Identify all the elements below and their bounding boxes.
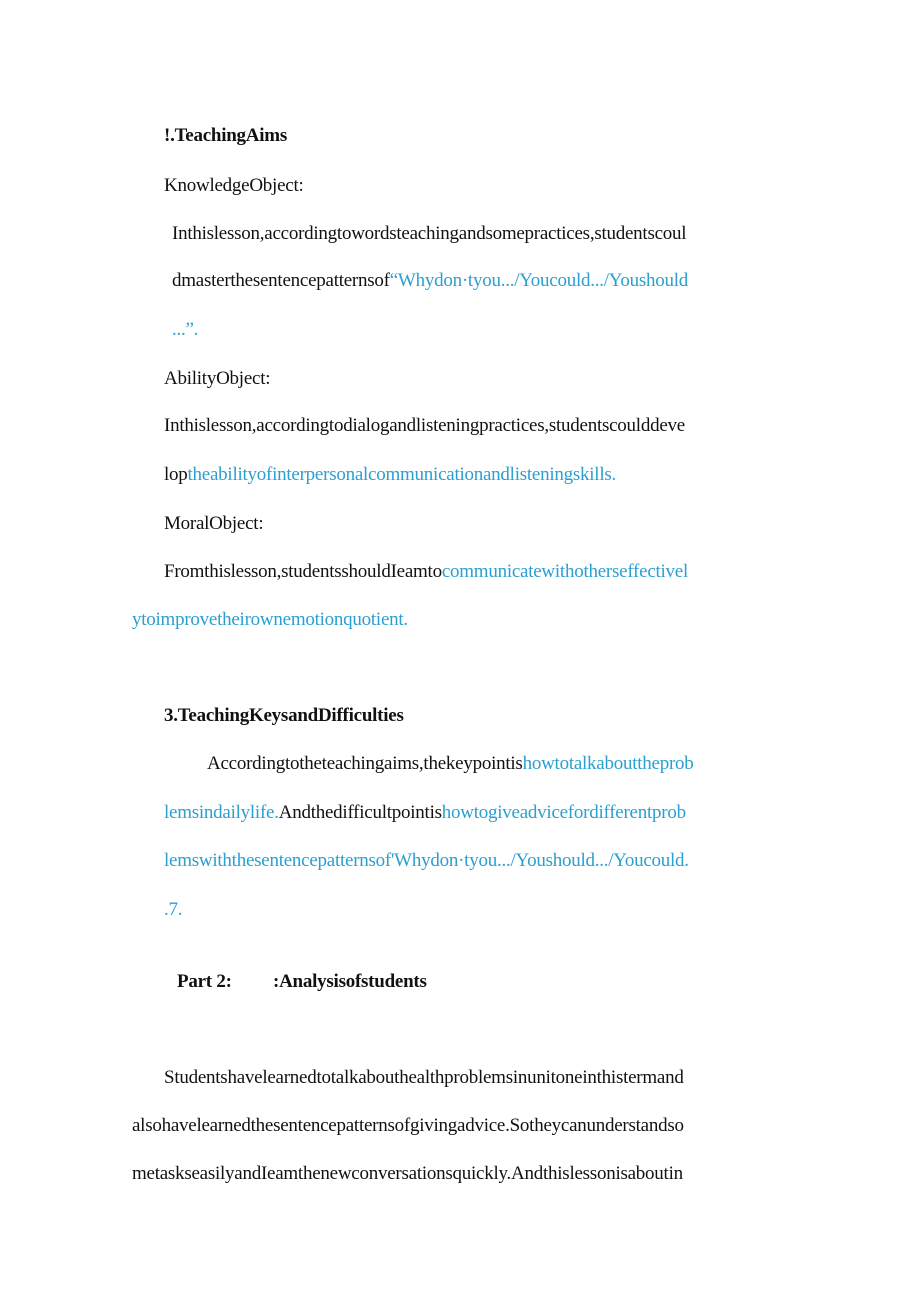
knowledge-object-line-3: ...”. (172, 319, 199, 340)
teaching-keys-line-1 (207, 752, 694, 776)
teaching-keys-text: Accordingtotheteachingaims,thekeypointis (207, 753, 523, 774)
knowledge-object-highlight: “Whydon·tyou.../Youcould.../Youshould (389, 270, 689, 291)
analysis-line-3: metaskseasilyandIeamthenewconversationsquickly.Andthislessonisaboutin (132, 1163, 683, 1184)
teaching-keys-line-2 (164, 801, 686, 825)
teaching-keys-line-4: .7. (164, 899, 183, 920)
section-heading-teaching-keys: 3.TeachingKeysandDifficulties (164, 705, 404, 726)
ability-object-text: lop (164, 464, 188, 485)
part2-heading-title: :Analysisofstudents (273, 971, 427, 992)
ability-object-line-1: Inthislesson,accordingtodialogandlisteningpractices,studentscoulddeve (164, 415, 685, 436)
part2-heading-label: Part 2: (177, 971, 232, 992)
knowledge-object-label: KnowledgeObject: (164, 175, 304, 196)
analysis-line-1: Studentshavelearnedtotalkabouthealthproblemsinunitoneinthistermand (164, 1067, 684, 1088)
moral-object-label: MoralObject: (164, 513, 264, 534)
knowledge-object-text: dmasterthesentencepatternsof (172, 270, 390, 291)
knowledge-object-line-2 (172, 269, 688, 293)
moral-object-highlight: communicatewithotherseffectivel (441, 561, 689, 582)
ability-object-highlight: theabilityofinterpersonalcommunicationandlisteningskills. (187, 464, 616, 485)
section-heading-teaching-aims: !.TeachingAims (164, 125, 288, 146)
teaching-keys-line-3: lemswiththesentencepatternsof'Whydon·tyou.../Youshould.../Youcould. (164, 850, 689, 871)
ability-object-line-2 (164, 463, 616, 487)
moral-object-text: Fromthislesson,studentsshouldIeamto (164, 561, 442, 582)
teaching-keys-text-b: Andthedifficultpointis (278, 802, 442, 823)
teaching-keys-highlight-b: howtogiveadvicefordifferentprob (441, 802, 686, 823)
ability-object-label: AbilityObject: (164, 368, 271, 389)
analysis-line-2: alsohavelearnedthesentencepatternsofgivingadvice.Sotheycanunderstandso (132, 1115, 684, 1136)
teaching-keys-highlight-a: lemsindailylife. (164, 802, 279, 823)
moral-object-line-2: ytoimprovetheirownemotionquotient. (132, 609, 408, 630)
teaching-keys-highlight: howtotalkabouttheprob (522, 753, 694, 774)
knowledge-object-line-1: Inthislesson,accordingtowordsteachingandsomepractices,studentscoul (172, 223, 687, 244)
moral-object-line-1 (164, 560, 688, 584)
